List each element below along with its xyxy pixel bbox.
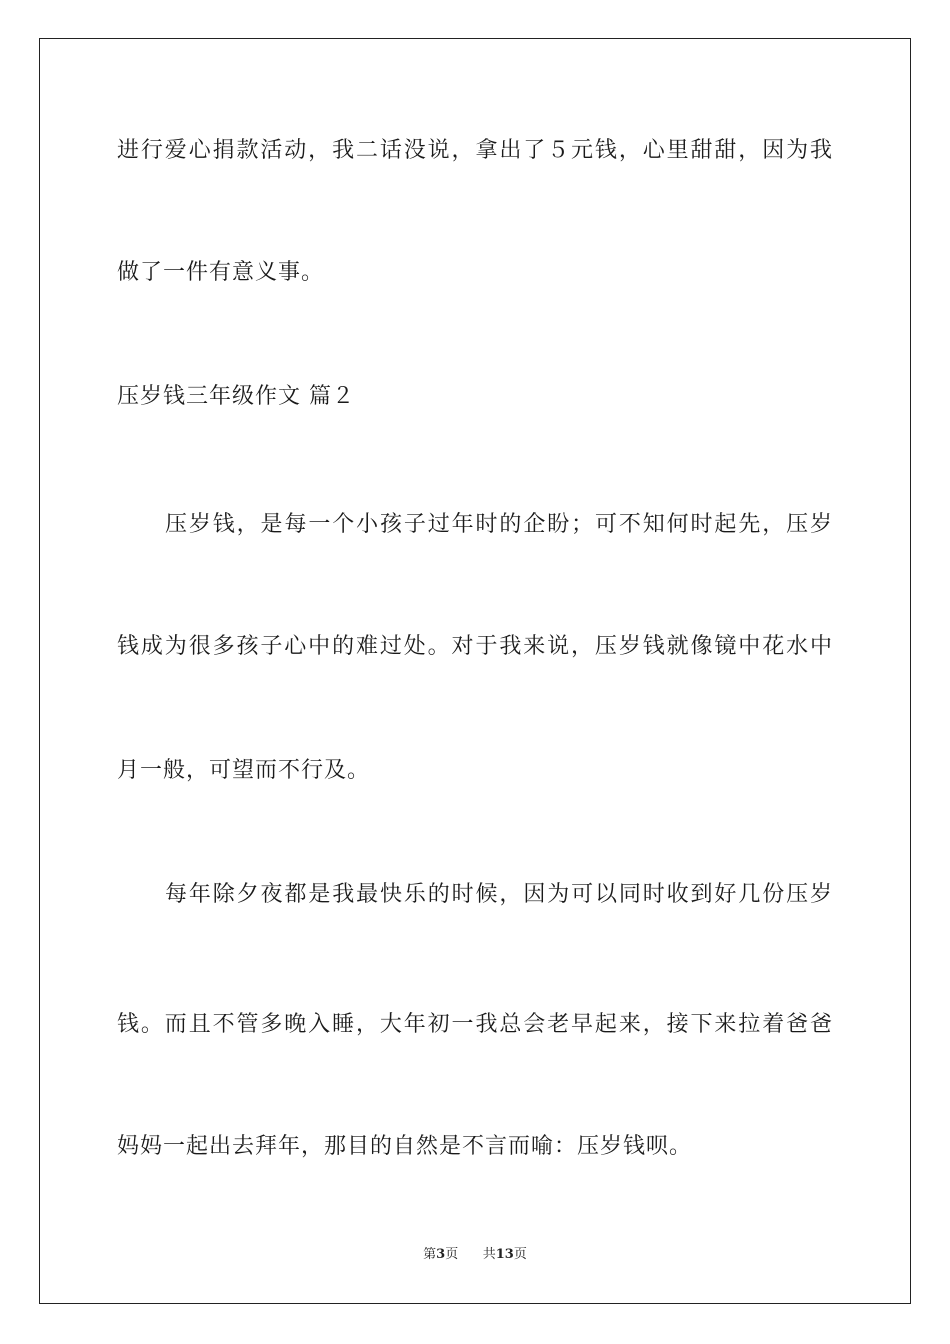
page-number: 3 (436, 1247, 446, 1262)
page-prefix: 第 (423, 1247, 437, 1262)
body-text-line: 妈妈一起出去拜年，那目的自然是不言而喻：压岁钱呗。 (117, 1134, 693, 1159)
body-text-line: 进行爱心捐款活动，我二话没说，拿出了５元钱，心里甜甜，因为我 (117, 138, 833, 163)
body-text-line: 钱。而且不管多晚入睡，大年初一我总会老早起来，接下来拉着爸爸 (117, 1012, 833, 1037)
paragraph-first-line: 每年除夕夜都是我最快乐的时候，因为可以同时收到好几份压岁 (165, 882, 833, 907)
paragraph-first-line: 压岁钱，是每一个小孩子过年时的企盼；可不知何时起先，压岁 (165, 512, 833, 537)
section-heading: 压岁钱三年级作文 篇２ (117, 384, 355, 409)
body-text-line: 月一般，可望而不行及。 (117, 758, 371, 783)
page-border (39, 38, 911, 1304)
page-suffix: 页 (445, 1247, 459, 1262)
page-footer (0, 1246, 950, 1264)
total-pages: 13 (495, 1247, 514, 1262)
body-text-line: 钱成为很多孩子心中的难过处。对于我来说，压岁钱就像镜中花水中 (117, 634, 833, 659)
body-text-line: 做了一件有意义事。 (117, 260, 325, 285)
total-suffix: 页 (513, 1247, 527, 1262)
total-prefix: 共 (482, 1247, 496, 1262)
